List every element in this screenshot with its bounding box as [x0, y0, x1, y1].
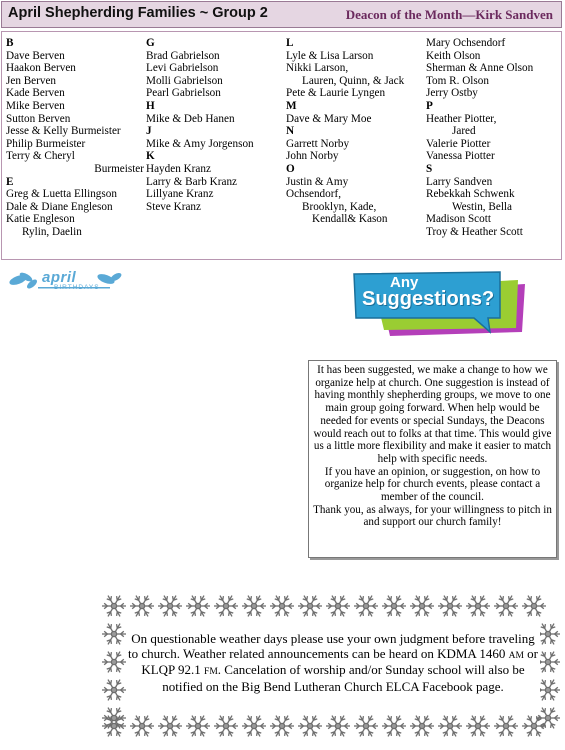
section-letter: J	[146, 125, 152, 138]
family-name: Sherman & Anne Olson	[426, 62, 534, 75]
snowflake-icon	[298, 596, 322, 617]
snowflake-icon	[270, 596, 294, 617]
page-header	[1, 1, 562, 28]
family-name: Dave Berven	[6, 49, 65, 62]
notice-paragraph-1: It has been suggested, we make a change to how we organize help at church. One suggestion is instead of having monthly shepherding groups, we move to one main group going forward. When help would be needed for events or special Sundays, the Deacons would reach out to folks at that time. This would give us a little more flexibility and make it easier to match help with specific needs.	[313, 364, 552, 465]
weather-notice-box	[100, 590, 562, 742]
family-name: Haakon Berven	[6, 62, 76, 75]
family-name: Jesse & Kelly Burmeister	[6, 125, 121, 138]
snowflake-icon	[298, 716, 322, 737]
family-name: Justin & Amy	[286, 175, 349, 188]
snowflake-icon	[102, 596, 126, 617]
snowflake-icon	[410, 596, 434, 617]
snowflake-icon	[186, 716, 210, 737]
suggestion-notice-box	[308, 360, 557, 558]
family-column-2	[146, 37, 282, 213]
snowflake-icon	[102, 680, 126, 701]
family-name: Hayden Kranz	[146, 162, 211, 175]
snowflake-icon	[522, 716, 546, 737]
notice-paragraph-3: Thank you, as always, for your willingness to pitch in and support our church family!	[313, 503, 552, 529]
snowflake-icon	[214, 596, 238, 617]
suggestions-graphic	[350, 270, 530, 360]
family-name: Vanessa Piotter	[426, 150, 495, 163]
snowflake-icon	[354, 596, 378, 617]
snowflake-icon	[522, 596, 546, 617]
family-name: Greg & Luetta Ellingson	[6, 188, 117, 201]
snowflake-icon	[270, 716, 294, 737]
snowflake-icon	[130, 596, 154, 617]
family-name: Brooklyn, Kade,	[302, 200, 377, 213]
snowflake-icon	[494, 596, 518, 617]
family-name: Katie Engleson	[6, 213, 75, 226]
family-name: Heather Piotter,	[426, 112, 497, 125]
weather-text-area	[126, 622, 540, 708]
april-birthdays-logo	[8, 268, 123, 296]
page-title: April Shepherding Families ~ Group 2	[8, 5, 268, 21]
snowflake-icon	[354, 716, 378, 737]
snowflake-icon	[438, 716, 462, 737]
family-name: Madison Scott	[426, 213, 491, 226]
snowflake-icon	[466, 596, 490, 617]
family-name: Lyle & Lisa Larson	[286, 49, 374, 62]
family-name: Larry Sandven	[426, 175, 493, 188]
notice-paragraph-2: If you have an opinion, or suggestion, on how to organize help for church events, please contact a member of the council.	[324, 465, 541, 504]
family-name: Philip Burmeister	[6, 137, 86, 150]
section-letter: N	[286, 125, 295, 138]
family-name: Ochsendorf,	[286, 188, 341, 201]
snowflake-icon	[466, 716, 490, 737]
snowflake-icon	[326, 716, 350, 737]
section-letter: L	[286, 37, 294, 49]
section-letter: B	[6, 37, 14, 49]
family-name: Mike Berven	[6, 99, 65, 112]
section-letter: M	[286, 99, 297, 112]
family-name: Dave & Mary Moe	[286, 112, 372, 125]
snowflake-icon	[102, 652, 126, 673]
family-column-1	[6, 37, 144, 239]
snowflake-icon	[536, 708, 560, 729]
family-name: Tom R. Olson	[426, 74, 489, 87]
family-name: Jen Berven	[6, 74, 57, 87]
family-name: Mike & Deb Hanen	[146, 112, 235, 125]
family-name: Larry & Barb Kranz	[146, 175, 238, 188]
april-word: april	[42, 269, 77, 286]
snowflake-icon	[382, 716, 406, 737]
family-name: Kendall& Kason	[312, 213, 388, 226]
family-name: Sutton Berven	[6, 112, 71, 125]
family-name: Dale & Diane Engleson	[6, 200, 113, 213]
family-name: Steve Kranz	[146, 200, 201, 213]
section-letter: G	[146, 37, 155, 49]
snowflake-icon	[186, 596, 210, 617]
snowflake-icon	[130, 716, 154, 737]
family-name: Kade Berven	[6, 87, 65, 100]
snowflake-icon	[242, 716, 266, 737]
family-name: Rylin, Daelin	[22, 225, 82, 238]
family-name: Pete & Laurie Lyngen	[286, 87, 386, 100]
suggestions-word: Suggestions?	[362, 288, 495, 310]
snowflake-icon	[410, 716, 434, 737]
family-name: Mary Ochsendorf	[426, 37, 506, 49]
snowflake-icon	[438, 596, 462, 617]
birthdays-word: BIRTHDAYS	[54, 284, 100, 291]
snowflake-icon	[242, 596, 266, 617]
family-name: Keith Olson	[426, 49, 481, 62]
speech-bubble-icon	[350, 270, 530, 360]
family-name: Levi Gabrielson	[146, 62, 219, 75]
family-column-4	[426, 37, 560, 239]
family-name: Lauren, Quinn, & Jack	[302, 74, 405, 87]
family-name: Terry & Cheryl	[6, 150, 75, 163]
snowflake-icon	[158, 716, 182, 737]
snowflake-icon	[326, 596, 350, 617]
family-name: Molli Gabrielson	[146, 74, 223, 87]
snowflake-icon	[102, 624, 126, 645]
family-name: Jared	[452, 125, 476, 138]
family-name: John Norby	[286, 150, 339, 163]
family-name: Nikki Larson,	[286, 62, 349, 75]
section-letter: E	[6, 175, 14, 188]
family-name: Westin, Bella	[452, 200, 512, 213]
family-name: Brad Gabrielson	[146, 49, 220, 62]
family-name: Lillyane Kranz	[146, 188, 214, 201]
family-name: Jerry Ostby	[426, 87, 478, 100]
snowflake-icon	[382, 596, 406, 617]
family-name: Troy & Heather Scott	[426, 225, 523, 238]
section-letter: H	[146, 99, 155, 112]
family-name: Valerie Piotter	[426, 137, 491, 150]
snowflake-icon	[494, 716, 518, 737]
snowflake-icon	[214, 716, 238, 737]
family-name: Garrett Norby	[286, 137, 350, 150]
section-letter: K	[146, 150, 155, 163]
section-letter: S	[426, 162, 433, 175]
family-name: Burmeister	[94, 162, 144, 175]
family-name: Mike & Amy Jorgenson	[146, 137, 254, 150]
shepherding-families-box	[1, 31, 562, 260]
suggestions-any: Any	[390, 274, 419, 291]
section-letter: P	[426, 99, 433, 112]
deacon-of-month: Deacon of the Month—Kirk Sandven	[345, 7, 553, 22]
section-letter: O	[286, 162, 295, 175]
weather-text: On questionable weather days please use your own judgment before traveling to church. Weather related announcements can be heard on KDMA 1460 AM or KLQP 92.1 FM. Cancelation of worship and/or Sunday school will also be notified on the Big Bend Lutheran Church ELCA Facebook page.	[127, 631, 539, 694]
snowflake-icon	[158, 596, 182, 617]
family-name: Rebekkah Schwenk	[426, 188, 515, 201]
family-column-3	[286, 37, 424, 226]
family-name: Pearl Gabrielson	[146, 87, 221, 100]
